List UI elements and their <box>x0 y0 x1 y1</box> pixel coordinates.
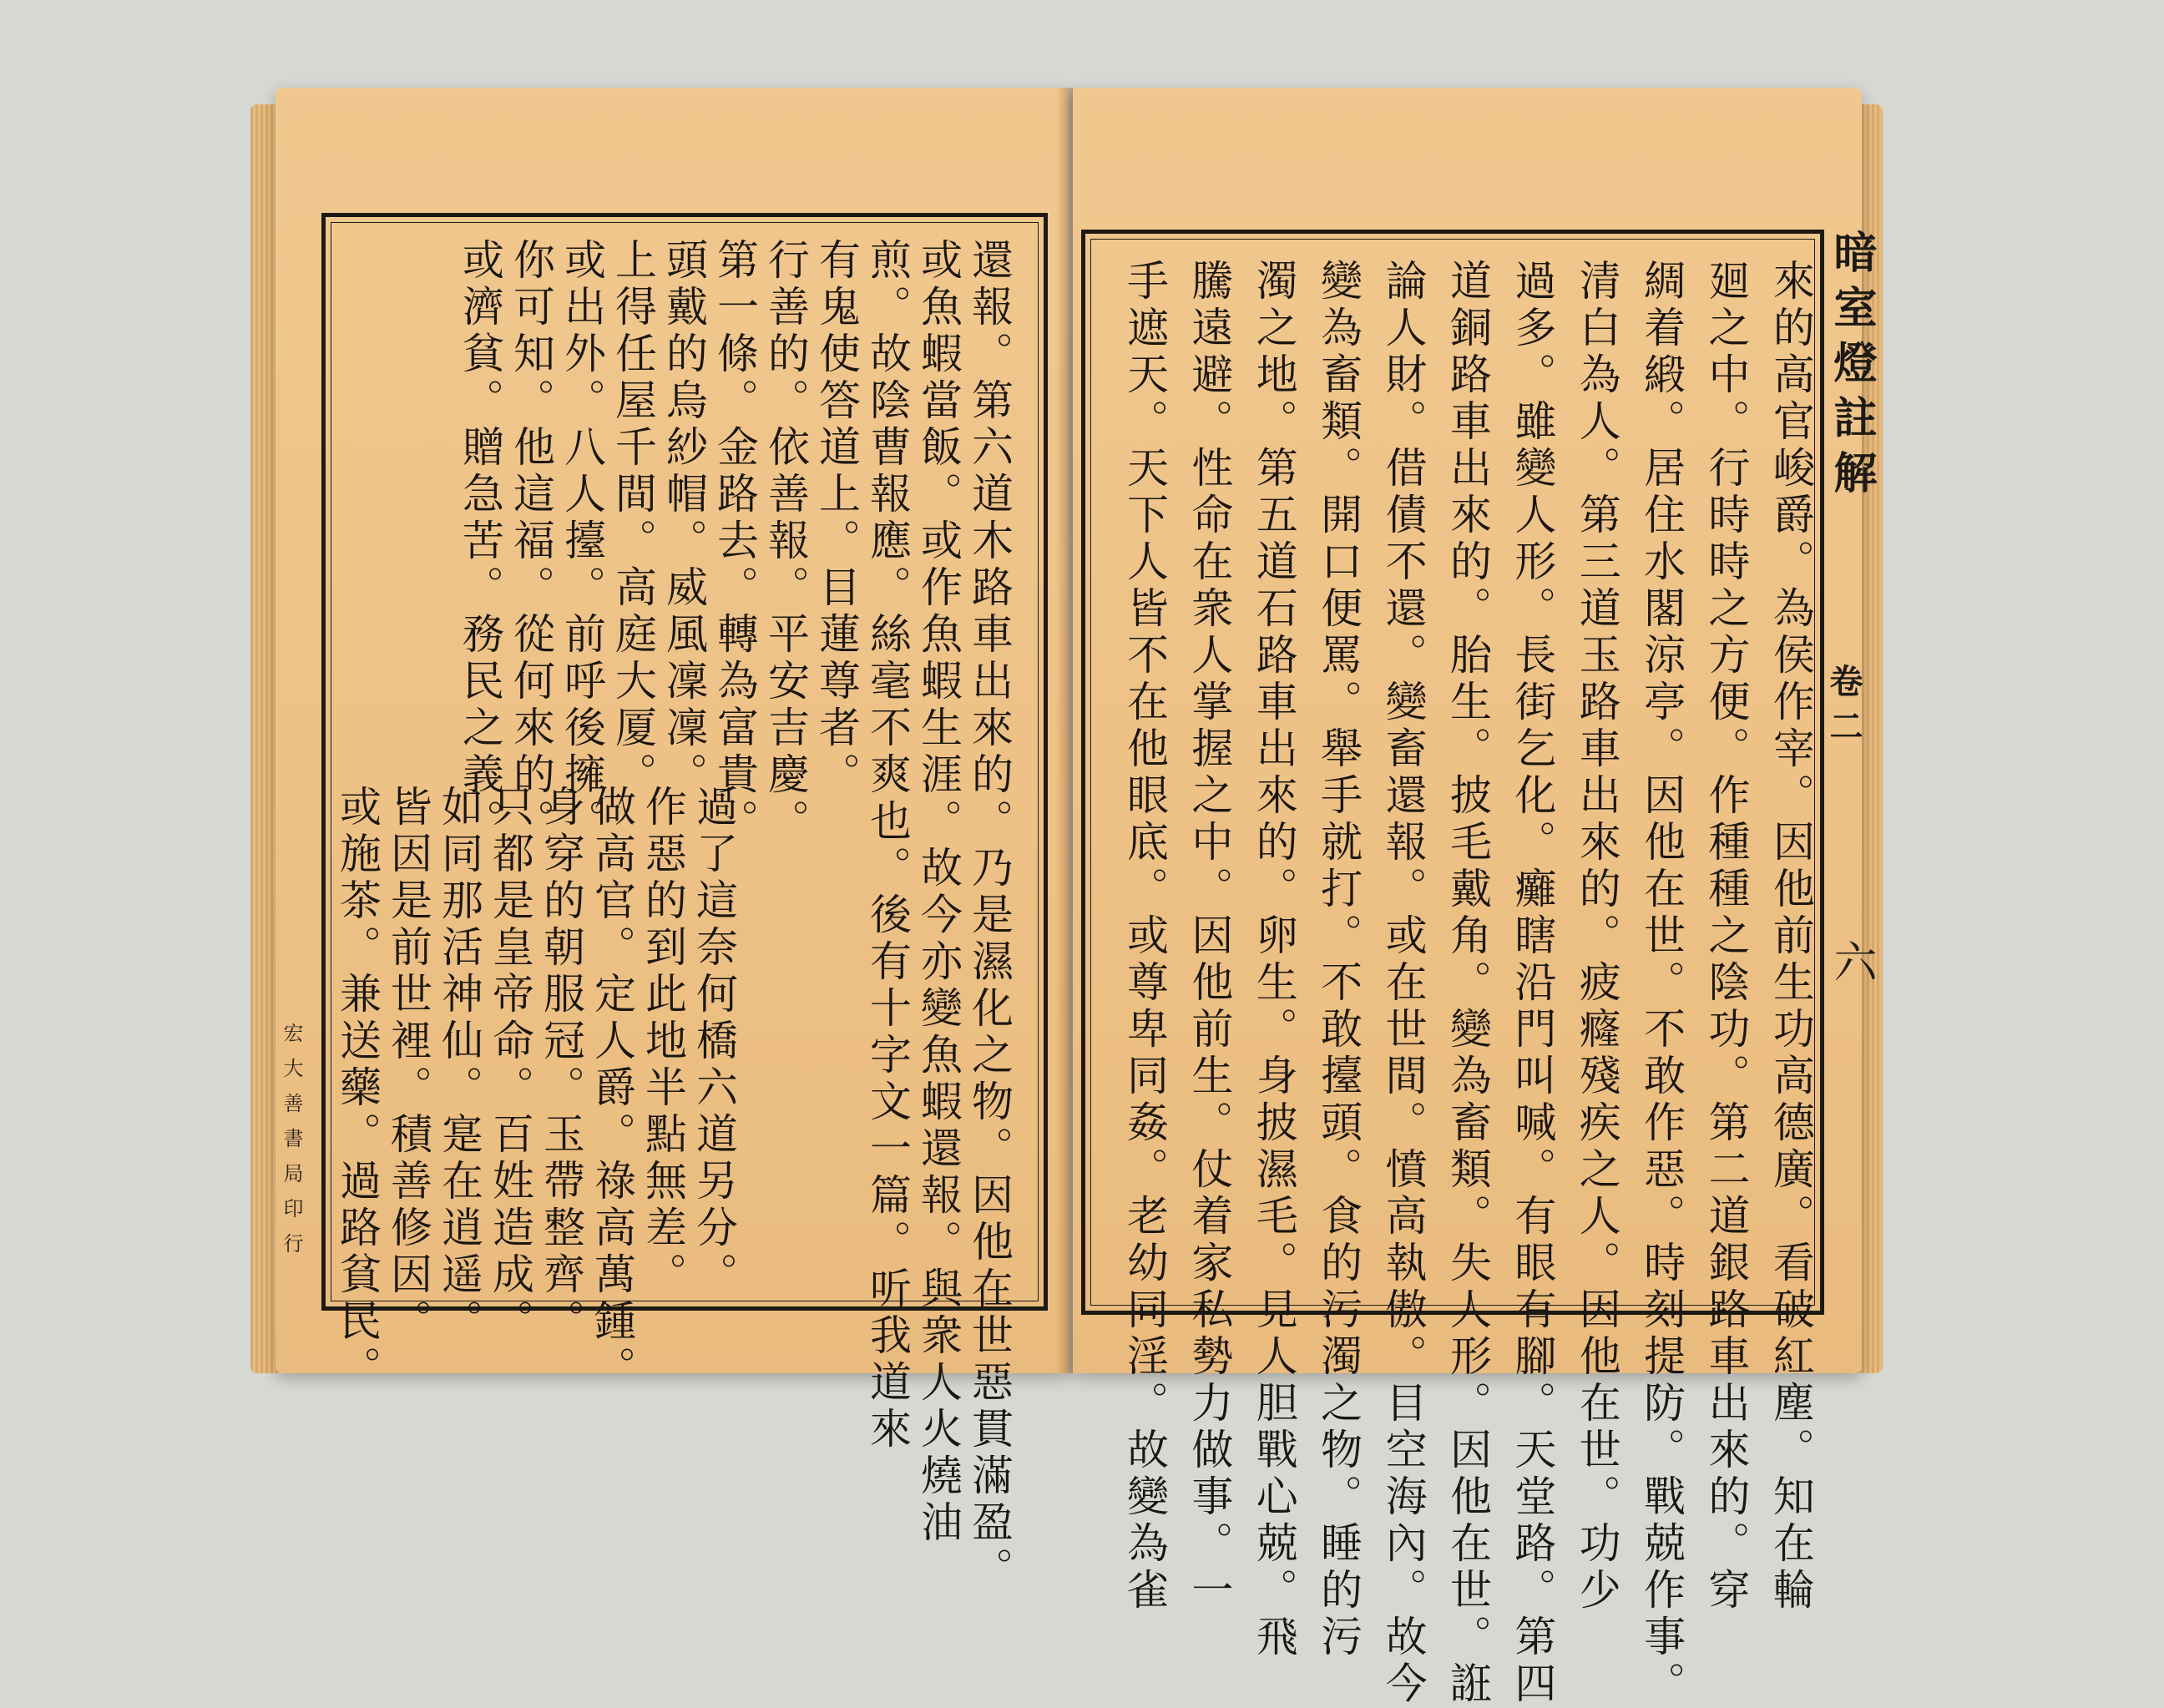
publisher-imprint: 宏大善書局印行 <box>280 1023 303 1268</box>
fold-label: 卷二 <box>1824 664 1863 754</box>
verse-column: 你可知。他這福。從何來的。 <box>507 238 555 846</box>
verse-column: 第一條。金路去。轉為富貴。 <box>710 238 759 846</box>
text-column: 或魚蝦當飯。或作魚蝦生涯。故今亦變魚蝦還報。與衆人火燒油 <box>914 238 963 1547</box>
text-column: 濁之地。第五道石路車出來的。卵生。身披濕毛。見人胆戰心兢。飛 <box>1249 259 1298 1661</box>
text-column: 騰遠避。性命在衆人掌握之中。因他前生。仗着家私勢力做事。一 <box>1185 259 1234 1615</box>
right-page <box>1073 88 1877 1708</box>
verse-column: 過了這奈何橋六道另分。 <box>690 785 738 1299</box>
text-column: 綢着緞。居住水閣涼亭。因他在世。不敢作惡。時刻提防。戰兢作事。 <box>1637 259 1686 1708</box>
book-title-banner: 暗室燈註解 <box>1826 230 1877 505</box>
verse-column: 作惡的到此地半點無差。 <box>639 785 687 1299</box>
text-column: 來的高官峻爵。為侯作宰。因他前生功高德廣。看破紅塵。知在輪 <box>1766 259 1815 1615</box>
left-text-frame <box>321 213 1048 1594</box>
left-page <box>276 88 1069 1594</box>
verse-column: 頭戴的烏紗帽。威風凜凜。 <box>660 238 708 799</box>
right-columns <box>1119 259 1815 1708</box>
left-lower-verses <box>330 785 738 1392</box>
verse-column: 有鬼使答道上。目蓮尊者。 <box>812 238 861 799</box>
text-column: 煎。故陰曹報應。絲毫不爽也。後有十字文一篇。听我道來 <box>863 238 912 1453</box>
verse-column: 只都是皇帝命。百姓造成。 <box>486 785 534 1346</box>
page-number: 六 <box>1826 939 1876 983</box>
text-column: 廻之中。行時時之方便。作種種之陰功。第二道銀路車出來的。穿 <box>1701 259 1751 1615</box>
verse-column: 做高官。定人爵。祿高萬鍾。 <box>588 785 636 1392</box>
text-column: 過多。雖變人形。長街乞化。癱瞎沿門叫喊。有眼有腳。天堂路。第四 <box>1508 259 1557 1708</box>
verse-column: 身穿的朝服冠。玉帶整齊。 <box>537 785 585 1346</box>
text-column: 道銅路車出來的。胎生。披毛戴角。變為畜類。失人形。因他在世。誑 <box>1443 259 1492 1708</box>
verse-column: 皆因是前世裡。積善修因。 <box>384 785 432 1346</box>
text-column: 還報。第六道木路車出來的。乃是濕化之物。因他在世惡貫滿盈。 <box>965 238 1014 1594</box>
verse-column: 行善的。依善報。平安吉慶。 <box>761 238 810 846</box>
text-column: 手遮天。天下人皆不在他眼底。或尊卑同姦。老幼同淫。故變為雀 <box>1120 259 1169 1615</box>
open-book <box>250 88 1887 1708</box>
verse-column: 上得任屋千間。高庭大厦。 <box>609 238 657 799</box>
text-column: 清白為人。第三道玉路車出來的。疲癃殘疾之人。因他在世。功少 <box>1572 259 1621 1615</box>
text-column: 論人財。借債不還。變畜還報。或在世間。憤高執傲。目空海內。故今 <box>1378 259 1428 1708</box>
verse-column: 或施茶。兼送藥。過路貧民。 <box>333 785 382 1392</box>
verse-column: 如同那活神仙。寔在逍遥。 <box>435 785 483 1346</box>
text-column: 變為畜類。開口便罵。舉手就打。不敢擡頭。食的污濁之物。睡的污 <box>1314 259 1363 1661</box>
verse-column: 或出外。八人擡。前呼後擁。 <box>558 238 606 846</box>
right-text-frame <box>1081 230 1824 1708</box>
verse-column: 或濟貧。贈急苦。務民之義。 <box>456 238 504 846</box>
